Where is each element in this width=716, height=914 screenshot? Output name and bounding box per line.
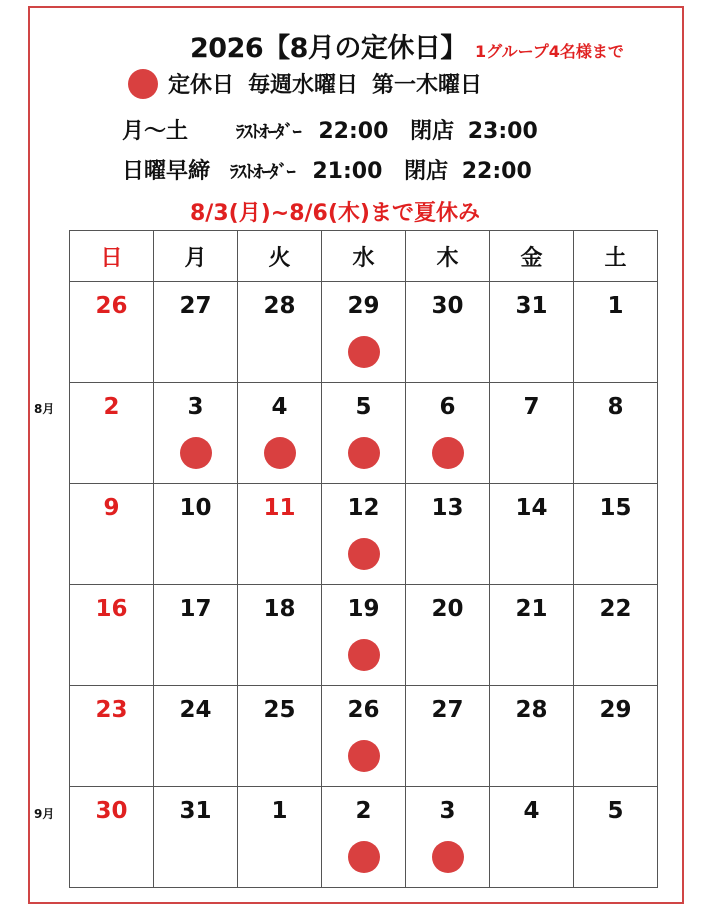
calendar-day-cell [406,585,490,686]
day-number: 31 [179,798,212,824]
weekday-sat: 土 [574,231,658,282]
calendar-day-cell [322,585,406,686]
group-size-note: 1グループ4名様まで [474,42,624,61]
calendar-day-cell [70,585,154,686]
calendar-day-cell [574,787,658,888]
calendar-day-cell [490,585,574,686]
day-number: 31 [515,293,548,319]
calendar-day-cell [490,484,574,585]
day-number: 22 [599,596,632,622]
closed-day-legend [128,68,482,99]
day-number: 26 [347,697,380,723]
calendar-day-cell [406,282,490,383]
calendar-day-cell [154,383,238,484]
day-number: 27 [179,293,212,319]
calendar-day-cell [70,686,154,787]
day-number: 20 [431,596,464,622]
calendar-day-cell [70,484,154,585]
weekday-wed: 水 [322,231,406,282]
calendar-day-cell [574,383,658,484]
day-number: 4 [523,798,540,824]
day-number: 23 [95,697,128,723]
day-number: 2 [103,394,120,420]
day-number: 24 [179,697,212,723]
day-number: 14 [515,495,548,521]
month-label-august: 8月 [34,402,55,416]
closed-day-dot-icon [348,437,380,469]
calendar-day-cell [238,787,322,888]
calendar-week-row [70,484,658,585]
weekday-mon: 月 [154,231,238,282]
calendar-day-cell [238,282,322,383]
weekday-last-order: 22:00 [318,119,389,144]
calendar-week-row [70,383,658,484]
calendar-day-cell [238,585,322,686]
weekday-hours [122,114,538,145]
day-number: 2 [355,798,372,824]
closed-day-dot-icon [432,437,464,469]
calendar-day-cell [574,686,658,787]
day-number: 5 [355,394,372,420]
closed-day-dot-icon [264,437,296,469]
calendar-day-cell [70,787,154,888]
weekday-tue: 火 [238,231,322,282]
calendar-day-cell [238,484,322,585]
calendar-week-row [70,585,658,686]
calendar-day-cell [574,585,658,686]
calendar-day-cell [322,282,406,383]
calendar-day-cell [322,383,406,484]
calendar-day-cell [238,383,322,484]
calendar-week-row [70,282,658,383]
day-number: 28 [515,697,548,723]
calendar-day-cell [574,282,658,383]
day-number: 10 [179,495,212,521]
day-number: 21 [515,596,548,622]
calendar-day-cell [154,484,238,585]
sunday-hours [122,154,532,185]
weekday-close-label: 閉店 [410,119,455,144]
day-number: 13 [431,495,464,521]
day-number: 15 [599,495,632,521]
calendar-day-cell [406,686,490,787]
sunday-last-order-label: ﾗｽﾄｵｰﾀﾞｰ [229,162,295,183]
legend-rule-monthly: 第一木曜日 [372,73,483,98]
closed-day-dot-icon [348,740,380,772]
day-number: 17 [179,596,212,622]
weekday-last-order-label: ﾗｽﾄｵｰﾀﾞｰ [235,122,301,143]
day-number: 27 [431,697,464,723]
day-number: 19 [347,596,380,622]
calendar-day-cell [322,484,406,585]
day-number: 1 [271,798,288,824]
calendar-day-cell [238,686,322,787]
calendar-day-cell [154,686,238,787]
day-number: 9 [103,495,120,521]
closed-day-dot-icon [348,336,380,368]
calendar-day-cell [322,686,406,787]
day-number: 4 [271,394,288,420]
sunday-close: 22:00 [461,159,532,184]
month-label-september: 9月 [34,807,55,821]
day-number: 11 [263,495,296,521]
sunday-last-order: 21:00 [312,159,383,184]
calendar-day-cell [70,282,154,383]
sunday-close-label: 閉店 [404,159,449,184]
calendar-week-row [70,686,658,787]
weekday-thu: 木 [406,231,490,282]
day-number: 28 [263,293,296,319]
day-number: 12 [347,495,380,521]
weekday-sun: 日 [70,231,154,282]
calendar-day-cell [70,383,154,484]
day-number: 26 [95,293,128,319]
sunday-days: 日曜早締 [122,159,211,184]
calendar-week-row [70,787,658,888]
closed-day-dot-icon [348,639,380,671]
day-number: 1 [607,293,624,319]
day-number: 6 [439,394,456,420]
weekday-header-row [70,231,658,282]
calendar-day-cell [574,484,658,585]
day-number: 3 [187,394,204,420]
legend-label: 定休日 [168,73,235,98]
closed-dot-icon [128,69,158,99]
closed-day-dot-icon [348,841,380,873]
day-number: 3 [439,798,456,824]
calendar-day-cell [154,787,238,888]
title-line [190,26,624,64]
calendar-day-cell [406,787,490,888]
closed-day-dot-icon [432,841,464,873]
day-number: 29 [599,697,632,723]
calendar-day-cell [154,282,238,383]
day-number: 5 [607,798,624,824]
calendar-day-cell [490,383,574,484]
legend-rule-weekly: 毎週水曜日 [248,73,359,98]
day-number: 30 [95,798,128,824]
calendar-body [70,282,658,888]
calendar-grid [69,230,658,888]
weekday-close: 23:00 [467,119,538,144]
day-number: 25 [263,697,296,723]
closed-day-dot-icon [348,538,380,570]
closed-day-dot-icon [180,437,212,469]
day-number: 18 [263,596,296,622]
page-title: 2026【8月の定休日】 [190,33,467,64]
weekday-fri: 金 [490,231,574,282]
calendar-day-cell [490,282,574,383]
summer-holiday-notice: 8/3(月)~8/6(木)まで夏休み [190,201,480,226]
day-number: 29 [347,293,380,319]
day-number: 8 [607,394,624,420]
day-number: 30 [431,293,464,319]
calendar-day-cell [490,686,574,787]
calendar-day-cell [490,787,574,888]
calendar-day-cell [154,585,238,686]
weekday-days: 月～土 [122,119,189,144]
calendar-day-cell [406,484,490,585]
day-number: 7 [523,394,540,420]
calendar-day-cell [406,383,490,484]
calendar-day-cell [322,787,406,888]
day-number: 16 [95,596,128,622]
